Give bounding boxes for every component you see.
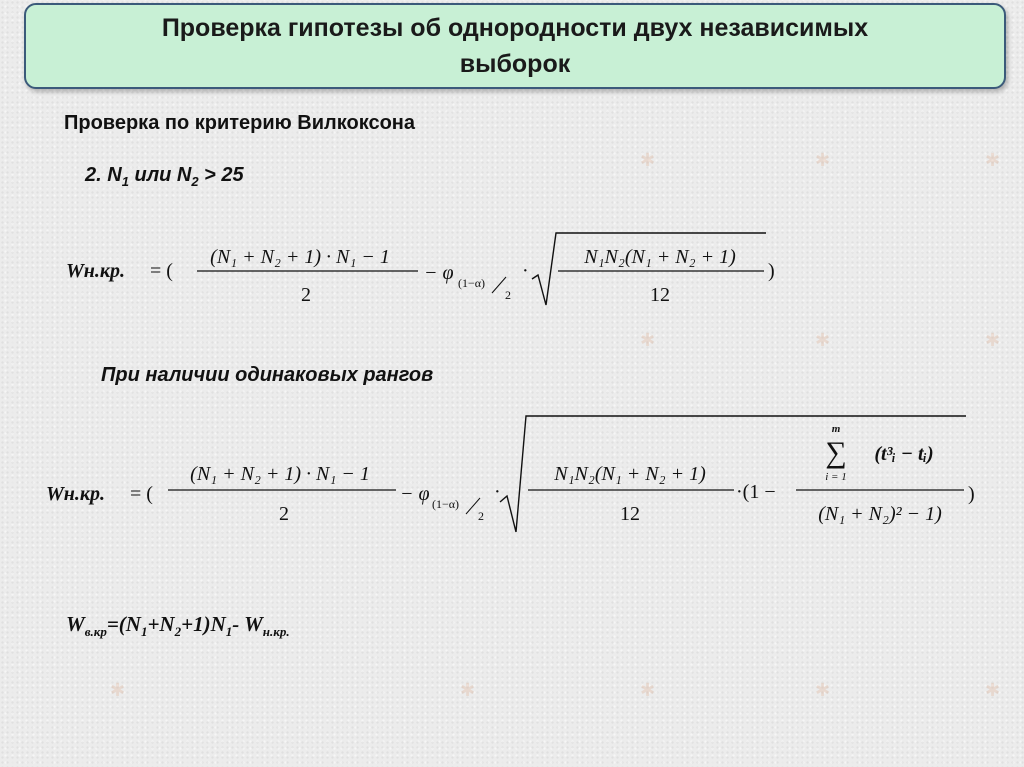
- formula-wilcoxon-with-ties: [40, 410, 990, 540]
- formula2-denominator: 2: [279, 503, 289, 525]
- formula3-mid: =(N: [106, 612, 141, 636]
- condition-suffix: > 25: [198, 164, 244, 186]
- formula1-sqrt-sign: [532, 233, 766, 305]
- background-star-icon: ✱: [640, 330, 656, 351]
- formula1-phi-den: 2: [505, 288, 511, 302]
- background-star-icon: ✱: [815, 150, 831, 171]
- title-box: [24, 3, 1006, 89]
- formula1-root-denominator: 12: [650, 284, 670, 306]
- condition-middle: или N: [128, 164, 192, 186]
- formula2-phi-den: 2: [478, 509, 484, 523]
- slide-title: Проверка гипотезы об однородности двух независимых выборок: [161, 14, 869, 78]
- condition-prefix: 2. N: [85, 164, 122, 186]
- formula1-lhs: Wн.кр.: [66, 260, 126, 282]
- background-star-icon: ✱: [640, 680, 656, 701]
- background-star-icon: ✱: [815, 680, 831, 701]
- formula3-s1: 1: [140, 624, 148, 640]
- formula2-sum-term: (t³ᵢ − tᵢ): [874, 443, 934, 465]
- formula3-s2: 2: [174, 624, 182, 640]
- formula3-s3: 1: [225, 624, 233, 640]
- formula3-plus: +N: [147, 612, 175, 636]
- condition-line: [85, 164, 244, 189]
- formula1-close-paren: ): [768, 260, 775, 282]
- formula1-denominator: 2: [301, 284, 311, 306]
- formula2-sum-upper: m: [831, 423, 841, 435]
- formula2-root-denominator: 12: [620, 503, 640, 525]
- formula3-w-sub: в.кр: [84, 624, 107, 640]
- formula2-correction-denominator: (N₁ + N₂)² − 1): [818, 503, 942, 525]
- formula2-sum-lower: i = 1: [825, 471, 847, 483]
- background-star-icon: ✱: [985, 330, 1001, 351]
- formula3-minus: - W: [232, 612, 263, 636]
- slide-subtitle: Проверка по критерию Вилкоксона: [64, 112, 416, 134]
- formula-wilcoxon-large-sample: [60, 225, 800, 315]
- formula2-phi-sub: (1−α): [432, 497, 460, 511]
- background-star-icon: ✱: [985, 150, 1001, 171]
- formula3-w: W: [66, 612, 85, 636]
- formula2-root-numerator: N₁N₂(N₁ + N₂ + 1): [554, 463, 706, 485]
- ties-heading: При наличии одинаковых рангов: [101, 364, 434, 386]
- formula3-tail: +1)N: [181, 612, 226, 636]
- formula2-numerator: (N₁ + N₂ + 1) · N₁ − 1: [190, 463, 370, 485]
- formula2-minus-phi: − φ: [400, 483, 430, 505]
- background-star-icon: ✱: [640, 150, 656, 171]
- condition-sub2: 2: [191, 174, 199, 189]
- formula1-eq: = (: [150, 260, 173, 282]
- formula1-minus-phi: − φ: [424, 262, 454, 284]
- formula-upper-critical: [66, 612, 290, 640]
- formula1-dot: ·: [522, 260, 529, 282]
- formula2-sum-sign: ∑: [825, 436, 847, 469]
- formula2-eq: = (: [130, 483, 153, 505]
- condition-sub1: 1: [121, 174, 129, 189]
- background-star-icon: ✱: [985, 680, 1001, 701]
- background-star-icon: ✱: [815, 330, 831, 351]
- formula1-root-numerator: N₁N₂(N₁ + N₂ + 1): [584, 246, 736, 268]
- background-star-icon: ✱: [460, 680, 476, 701]
- formula1-phi-slash: [492, 277, 506, 293]
- formula2-lhs: Wн.кр.: [46, 483, 106, 505]
- formula2-close-paren: ): [968, 483, 975, 505]
- formula1-numerator: (N₁ + N₂ + 1) · N₁ − 1: [210, 246, 390, 268]
- background-star-icon: ✱: [110, 680, 126, 701]
- formula2-mult-one-minus: ·(1 −: [736, 481, 776, 503]
- formula2-dot: ·: [494, 481, 501, 503]
- formula3-w2-sub: н.кр.: [262, 624, 290, 640]
- formula1-phi-sub: (1−α): [458, 276, 486, 290]
